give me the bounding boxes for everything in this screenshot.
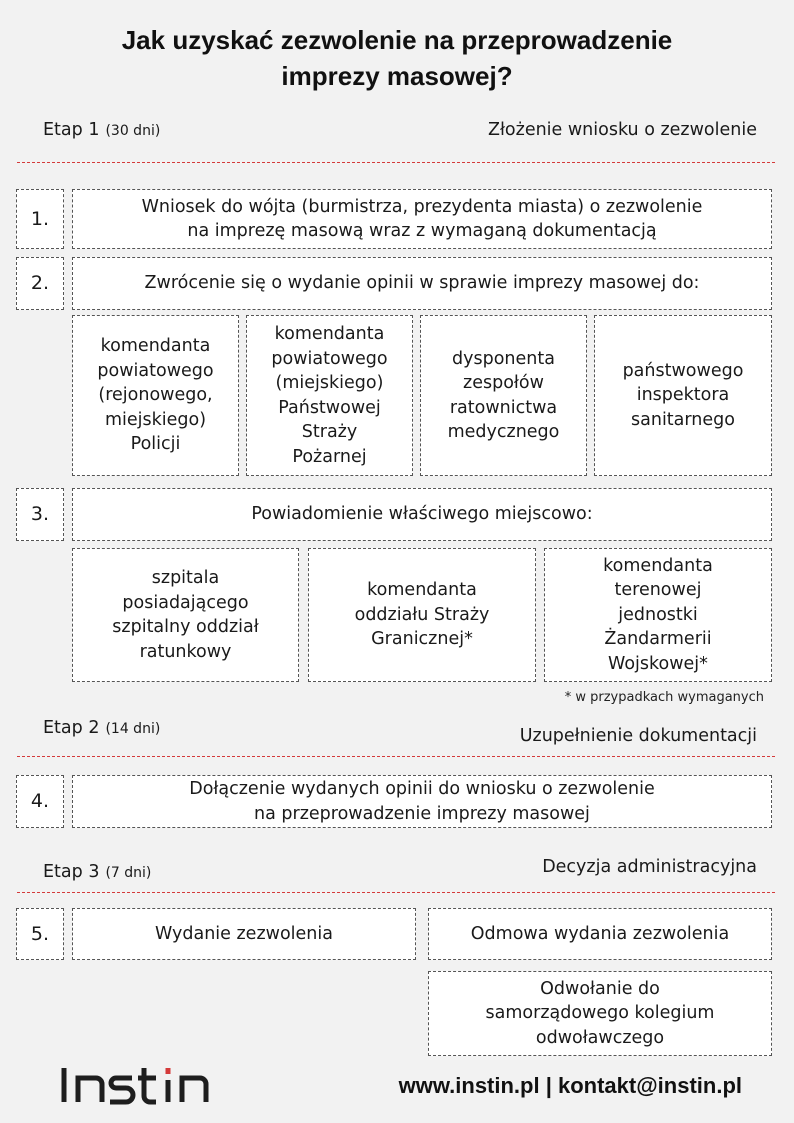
opinion-fire-service: komendanta powiatowego (miejskiego) Państwowej Straży Pożarnej	[246, 315, 413, 476]
stage-1-label	[43, 120, 160, 140]
title-line-1: Jak uzyskać zezwolenie na przeprowadzenie	[121, 25, 673, 55]
title-line-2: imprezy masowej?	[281, 61, 513, 91]
stage-3-separator	[17, 892, 775, 893]
opinion-medical-rescue: dysponenta zespołów ratownictwa medycznego	[420, 315, 587, 476]
footer-contact[interactable]: www.instin.pl | kontakt@instin.pl	[398, 1073, 742, 1098]
step-4-box	[72, 775, 772, 828]
stage-2-separator	[17, 756, 775, 757]
grant-permit-box: Wydanie zezwolenia	[72, 908, 416, 960]
step-4-line-1: Dołączenie wydanych opinii do wniosku o zezwolenie	[189, 779, 655, 799]
stage-1-separator	[17, 162, 775, 163]
stage-1-days: (30 dni)	[105, 123, 161, 139]
stage-2-name: Uzupełnienie dokumentacji	[519, 726, 757, 746]
notify-military-police: komendanta terenowej jednostki Żandarmerii Wojskowej*	[544, 548, 772, 682]
notify-border-guard: komendanta oddziału Straży Granicznej*	[308, 548, 536, 682]
stage-2-title: Etap 2	[43, 718, 100, 738]
stage-3-title: Etap 3	[43, 862, 100, 882]
stage-1-title: Etap 1	[43, 120, 100, 140]
appeal-box: Odwołanie do samorządowego kolegium odwoławczego	[428, 971, 772, 1056]
stage-3-name: Decyzja administracyjna	[542, 857, 757, 877]
instin-logo	[60, 1062, 225, 1110]
step-2-box	[72, 257, 772, 310]
step-3-box	[72, 488, 772, 541]
stage-2-days: (14 dni)	[105, 721, 161, 737]
step-3-text: Powiadomienie właściwego miejscowo:	[251, 504, 593, 525]
step-3-number: 3.	[16, 488, 64, 541]
step-1-number: 1.	[16, 189, 64, 249]
stage-3-label	[43, 862, 151, 882]
step-1-line-1: Wniosek do wójta (burmistrza, prezydenta miasta) o zezwolenie	[141, 196, 703, 217]
opinion-sanitary-inspector: państwowego inspektora sanitarnego	[594, 315, 772, 476]
step-4-line-2: na przeprowadzenie imprezy masowej	[254, 803, 590, 824]
step-1-line-2: na imprezę masową wraz z wymaganą dokumentacją	[187, 221, 657, 241]
notify-hospital: szpitala posiadającego szpitalny oddział ratunkowy	[72, 548, 299, 682]
stage-3-days: (7 dni)	[105, 865, 152, 881]
step-2-text: Zwrócenie się o wydanie opinii w sprawie imprezy masowej do:	[144, 273, 700, 294]
step-5-number: 5.	[16, 908, 64, 960]
step-4-number: 4.	[16, 775, 64, 828]
stage-1-name: Złożenie wniosku o zezwolenie	[487, 120, 757, 140]
step-1-box	[72, 189, 772, 249]
page-title	[0, 22, 794, 94]
refuse-permit-box: Odmowa wydania zezwolenia	[428, 908, 772, 960]
step-2-number: 2.	[16, 257, 64, 310]
opinion-police: komendanta powiatowego (rejonowego, miejskiego) Policji	[72, 315, 239, 476]
footnote: * w przypadkach wymaganych	[564, 690, 764, 705]
stage-2-label	[43, 718, 160, 738]
